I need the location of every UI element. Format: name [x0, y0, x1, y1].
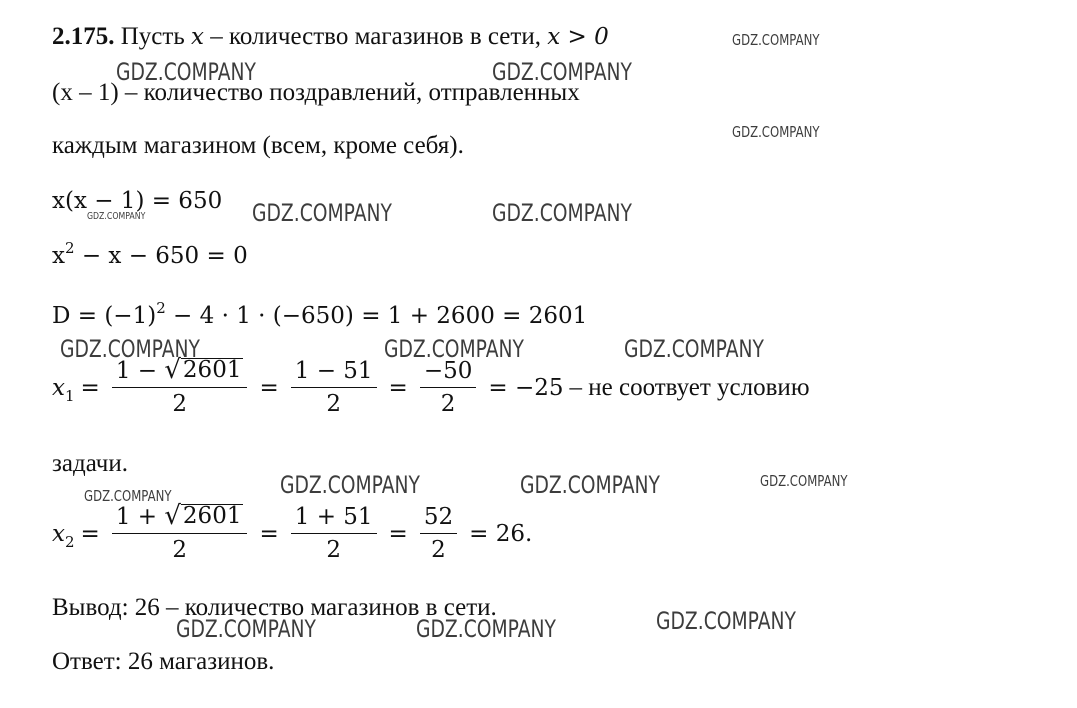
root-x2-label: $x_2$ [52, 520, 75, 551]
condition: x > 0 [547, 24, 609, 50]
watermark: GDZ.COMPANY [732, 123, 820, 141]
watermark: GDZ.COMPANY [624, 335, 764, 363]
watermark: GDZ.COMPANY [252, 199, 392, 227]
answer: Ответ: 26 магазинов. [52, 648, 275, 675]
watermark: GDZ.COMPANY [280, 471, 420, 499]
watermark: GDZ.COMPANY [492, 58, 632, 86]
problem-line-3 [52, 131, 464, 161]
watermark: GDZ.COMPANY [84, 487, 172, 505]
line2-expression: (x – 1) – [52, 79, 138, 106]
watermark: GDZ.COMPANY [60, 335, 200, 363]
intro-text: Пусть [120, 23, 185, 50]
intro-rest: – количество магазинов в сети, [210, 23, 541, 50]
line3-text: каждым магазином (всем, кроме себя). [52, 132, 464, 159]
equation-1: x(x − 1) = 650 [52, 188, 223, 214]
watermark: GDZ.COMPANY [732, 31, 820, 49]
watermark: GDZ.COMPANY [87, 211, 146, 222]
watermark: GDZ.COMPANY [416, 615, 556, 643]
watermark: GDZ.COMPANY [176, 615, 316, 643]
x1-fraction-1: 1 − √ 2601 2 [112, 358, 248, 417]
equation-2: $x^2 - x - 650 = 0$ [52, 239, 248, 269]
conclusion: Вывод: 26 – количество магазинов в сети. [52, 594, 497, 621]
problem-number: 2.175. [52, 23, 115, 50]
x1-result: = −25 [488, 374, 564, 401]
x1-fraction-3: $\frac{-50}{2}$ [420, 358, 477, 417]
root-x2-row: $x_2$ = 1 + √ 2601 2 = $\frac{1 + 51}{2}$ = $\frac{52}{2}$ = 26. [52, 501, 533, 563]
equation-discriminant: $D = (-1)^2 - 4 \cdot 1 \cdot (-650) = 1 + 2600 = 2601$ [52, 299, 588, 329]
line2-text: количество поздравлений, отправленных [143, 79, 580, 106]
x2-fraction-3: $\frac{52}{2}$ [420, 504, 457, 563]
watermark: GDZ.COMPANY [116, 58, 256, 86]
watermark: GDZ.COMPANY [492, 199, 632, 227]
x1-note: – не соотвует условию [569, 373, 810, 401]
x2-fraction-1: 1 + √ 2601 2 [112, 504, 248, 563]
watermark: GDZ.COMPANY [760, 472, 848, 490]
watermark: GDZ.COMPANY [520, 471, 660, 499]
x1-fraction-2: $\frac{1 - 51}{2}$ [291, 358, 377, 417]
watermark: GDZ.COMPANY [384, 335, 524, 363]
variable-x: x [190, 24, 204, 50]
watermark: GDZ.COMPANY [656, 607, 796, 635]
root-x1-row: $x_1$ = 1 − √ 2601 2 = $\frac{1 - 51}{2}$ = $\frac{-50}{2}$ = −25 – не соотвует условию [52, 355, 810, 417]
x2-fraction-2: $\frac{1 + 51}{2}$ [291, 504, 377, 563]
root-x1-label: $x_1$ [52, 374, 75, 405]
x2-result: = 26. [469, 520, 533, 547]
problem-line-1 [52, 22, 609, 52]
x1-note-continuation: задачи. [52, 450, 128, 477]
